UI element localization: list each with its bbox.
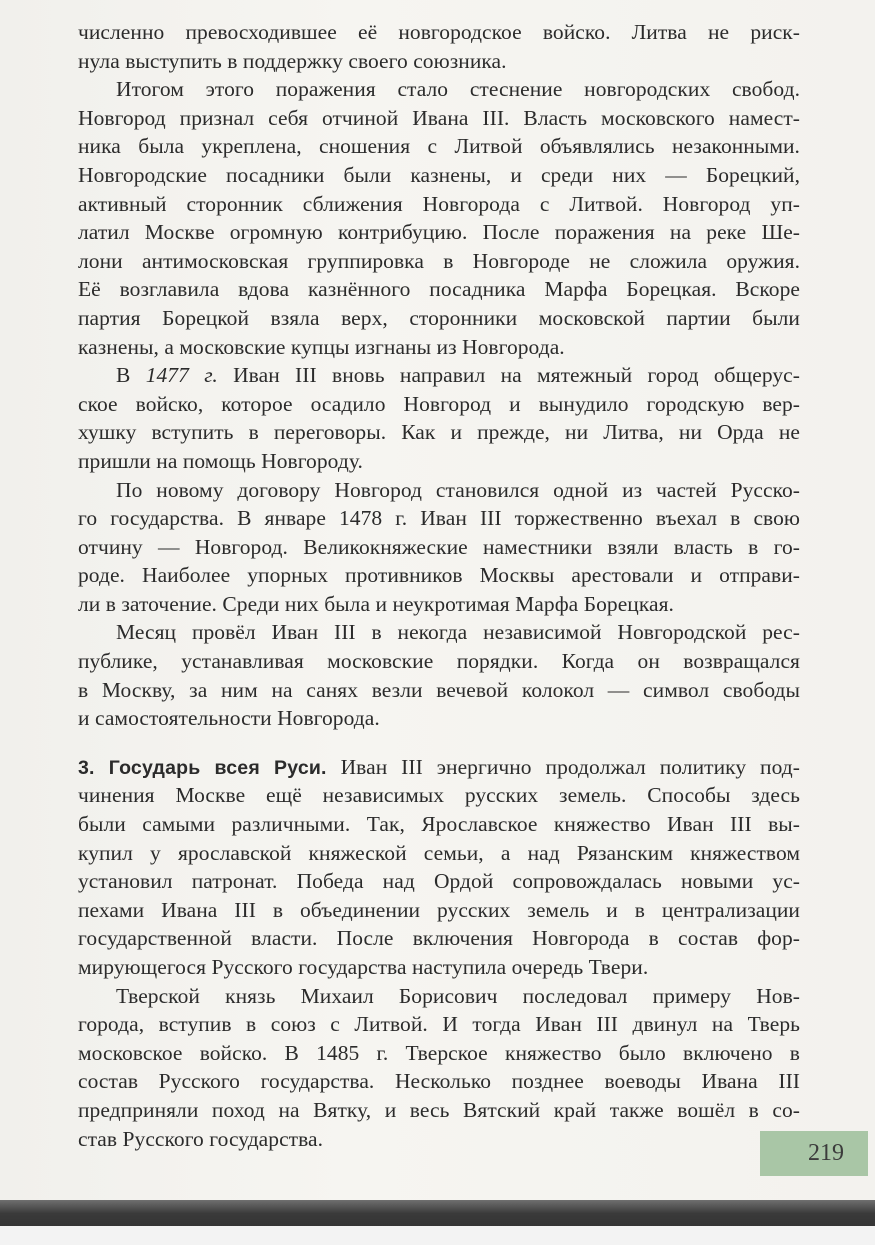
text-line: Новгород признал себя отчиной Ивана III. Власть московского намест-	[78, 105, 800, 130]
text-line: чинения Москве ещё независимых русских земель. Способы здесь	[78, 783, 800, 808]
text-line: лони антимосковская группировка в Новгороде не сложила оружия.	[78, 248, 800, 273]
text-line: города, вступив в союз с Литвой. И тогда Иван III двинул на Тверь	[78, 1012, 800, 1037]
text-line: отчину — Новгород. Великокняжеские наместники взяли власть в го-	[78, 534, 800, 559]
text-line: нула выступить в поддержку своего союзника.	[78, 48, 507, 73]
paragraph	[78, 18, 800, 75]
text-line: публике, устанавливая московские порядки. Когда он возвращался	[78, 649, 800, 674]
text-run: Иван III вновь направил на мятежный город общерус-	[233, 363, 800, 388]
section-gap	[78, 733, 800, 753]
page-number-badge	[760, 1131, 868, 1176]
text-line: го государства. В январе 1478 г. Иван III торжественно въехал в свою	[78, 506, 800, 531]
text-line: московское войско. В 1485 г. Тверское княжество было включено в	[78, 1040, 800, 1065]
paragraph	[78, 75, 800, 361]
section-paragraph	[78, 753, 800, 982]
text-line: в Москву, за ним на санях везли вечевой колокол — символ свободы	[78, 677, 800, 702]
text-line: пехами Ивана III в объединении русских земель и в централизации	[78, 897, 800, 922]
text-line: казнены, а московские купцы изгнаны из Новгорода.	[78, 334, 565, 359]
scan-edge-margin	[0, 1226, 875, 1245]
year-highlight: 1477 г.	[145, 363, 218, 388]
text-line: став Русского государства.	[78, 1126, 324, 1151]
text-line: ское войско, которое осадило Новгород и вынудило городскую вер-	[78, 391, 800, 416]
text-line: хушку вступить в переговоры. Как и прежде, ни Литва, ни Орда не	[78, 420, 800, 445]
text-line: состав Русского государства. Несколько позднее воеводы Ивана III	[78, 1069, 800, 1094]
text-line	[78, 753, 800, 782]
text-line: латил Москве огромную контрибуцию. После поражения на реке Ше-	[78, 220, 800, 245]
page-text	[78, 18, 800, 1153]
paragraph	[78, 476, 800, 619]
section-heading: 3. Государь всея Руси.	[78, 756, 327, 779]
paragraph	[78, 618, 800, 732]
page-number: 219	[808, 1140, 844, 1166]
text-line: ли в заточение. Среди них была и неукротимая Марфа Борецкая.	[78, 591, 674, 616]
paragraph	[78, 982, 800, 1154]
text-line: мирующегося Русского государства наступила очередь Твери.	[78, 955, 649, 979]
text-line: Месяц провёл Иван III в некогда независимой Новгородской рес-	[116, 620, 800, 645]
text-line: пришли на помощь Новгороду.	[78, 448, 363, 473]
text-line: и самостоятельности Новгорода.	[78, 706, 380, 731]
text-line: По новому договору Новгород становился одной из частей Русско-	[116, 477, 800, 502]
text-line: были самыми различными. Так, Ярославское княжество Иван III вы-	[78, 812, 800, 837]
text-line: Тверской князь Михаил Борисович последовал примеру Нов-	[116, 983, 800, 1008]
text-line: ника была укреплена, сношения с Литвой объявлялись незаконными.	[78, 134, 800, 159]
text-line: роде. Наиболее упорных противников Москвы арестовали и отправи-	[78, 563, 800, 588]
text-line: государственной власти. После включения Новгорода в состав фор-	[78, 926, 800, 951]
paragraph	[78, 361, 800, 475]
text-line: Новгородские посадники были казнены, и среди них — Борецкий,	[78, 162, 800, 187]
text-line: установил патронат. Победа над Ордой сопровождалась новыми ус-	[78, 869, 800, 894]
text-line: Её возглавила вдова казнённого посадника Марфа Борецкая. Вскоре	[78, 277, 800, 302]
text-line: активный сторонник сближения Новгорода с Литвой. Новгород уп-	[78, 191, 800, 216]
text-line	[78, 361, 800, 390]
text-line: партия Борецкой взяла верх, сторонники московской партии были	[78, 305, 800, 330]
text-line: купил у ярославской княжеской семьи, а над Рязанским княжеством	[78, 840, 800, 865]
text-run: Иван III энергично продолжал политику под-	[340, 754, 800, 779]
text-run: В	[116, 363, 131, 388]
text-line: предприняли поход на Вятку, и весь Вятский край также вошёл в со-	[78, 1097, 800, 1122]
text-line: Итогом этого поражения стало стеснение новгородских свобод.	[116, 77, 800, 102]
text-line: численно превосходившее её новгородское войско. Литва не риск-	[78, 20, 800, 44]
